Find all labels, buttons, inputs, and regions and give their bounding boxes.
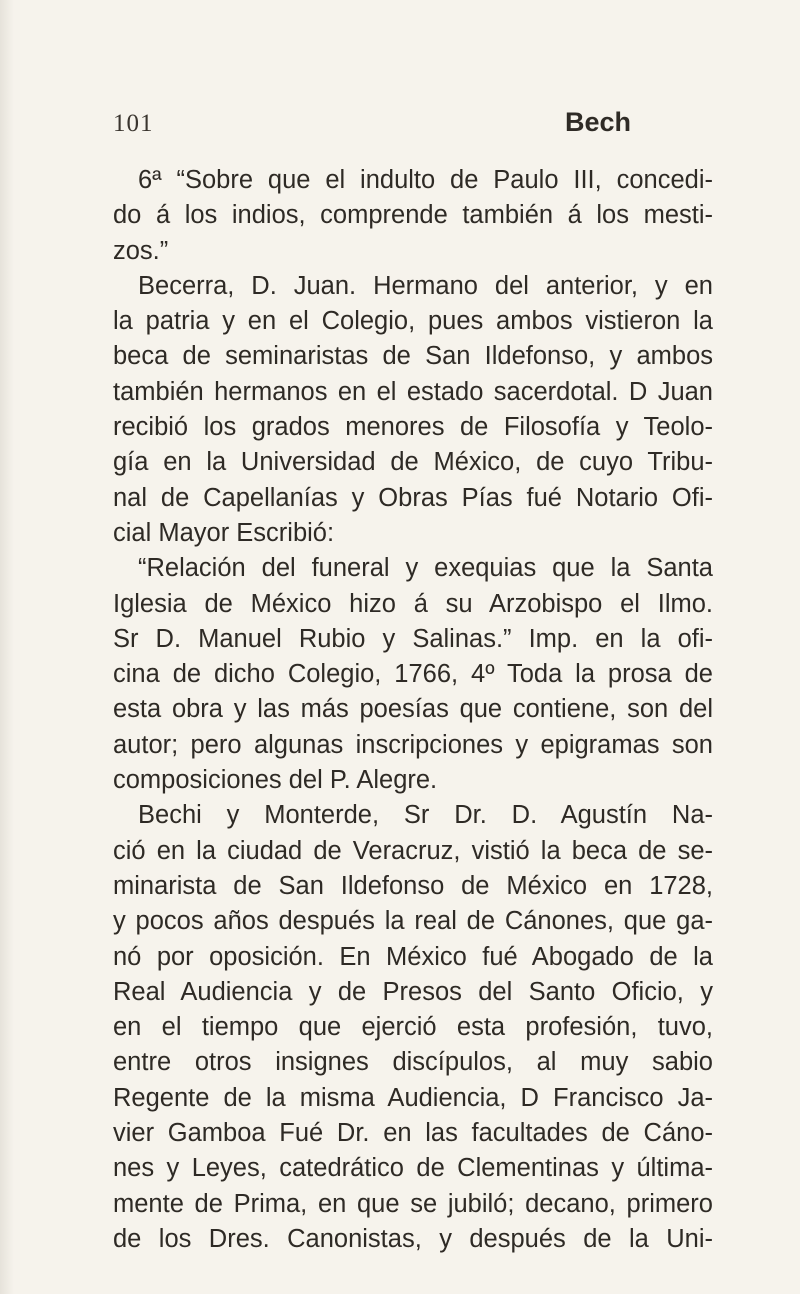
text-line: “Relación del funeral y exequias que la Santa: [138, 554, 713, 583]
text-line: esta obra y las más poesías que contiene, son del: [113, 695, 713, 724]
text-line: cial Mayor Escribió:: [113, 518, 335, 547]
page-number: 101: [113, 110, 154, 137]
text-line: nó por oposición. En México fué Abogado de la: [113, 942, 713, 971]
text-line: minarista de San Ildefonso de México en 1728,: [113, 871, 713, 900]
text-line: Sr D. Manuel Rubio y Salinas.” Imp. en la ofi-: [113, 624, 713, 653]
text-line: gía en la Universidad de México, de cuyo Tribu-: [113, 448, 713, 477]
running-head: Bech: [565, 107, 632, 137]
text-line: nes y Leyes, catedrático de Clementinas y última-: [113, 1154, 713, 1183]
text-line: zos.”: [113, 236, 169, 265]
text-line: también hermanos en el estado sacerdotal. D Juan: [113, 377, 713, 406]
page-gutter-shadow: [0, 0, 14, 1294]
text-line: Regente de la misma Audiencia, D Francisco Ja-: [113, 1083, 713, 1112]
text-line: do á los indios, comprende también á los mesti-: [113, 201, 713, 230]
entry-heading-line: Becerra, D. Juan. Hermano del anterior, y en: [138, 271, 713, 300]
entry-heading-line: Bechi y Monterde, Sr Dr. D. Agustín Na-: [138, 801, 713, 830]
text-line: Iglesia de México hizo á su Arzobispo el Ilmo.: [113, 589, 713, 618]
text-line: nal de Capellanías y Obras Pías fué Notario Ofi-: [113, 483, 713, 512]
body-text: [113, 163, 713, 1257]
text-line: la patria y en el Colegio, pues ambos vistieron la: [113, 307, 713, 336]
text-line: vier Gamboa Fué Dr. en las facultades de Cáno-: [113, 1119, 713, 1148]
text-line: ció en la ciudad de Veracruz, vistió la beca de se-: [113, 836, 713, 865]
text-line: composiciones del P. Alegre.: [113, 766, 438, 795]
text-line: autor; pero algunas inscripciones y epigramas son: [113, 730, 713, 759]
text-line: 6ª “Sobre que el indulto de Paulo III, concedi-: [138, 166, 713, 194]
text-line: en el tiempo que ejerció esta profesión, tuvo,: [113, 1013, 713, 1042]
text-line: cina de dicho Colegio, 1766, 4º Toda la prosa de: [113, 660, 713, 689]
text-line: mente de Prima, en que se jubiló; decano, primero: [113, 1189, 713, 1218]
text-line: recibió los grados menores de Filosofía y Teolo-: [113, 413, 713, 442]
text-line: beca de seminaristas de San Ildefonso, y ambos: [113, 342, 713, 371]
text-line: entre otros insignes discípulos, al muy sabio: [113, 1048, 713, 1077]
text-line: Real Audiencia y de Presos del Santo Oficio, y: [113, 977, 713, 1006]
text-line: de los Dres. Canonistas, y después de la Uni-: [113, 1224, 713, 1253]
text-line: y pocos años después la real de Cánones, que ga-: [113, 907, 713, 936]
